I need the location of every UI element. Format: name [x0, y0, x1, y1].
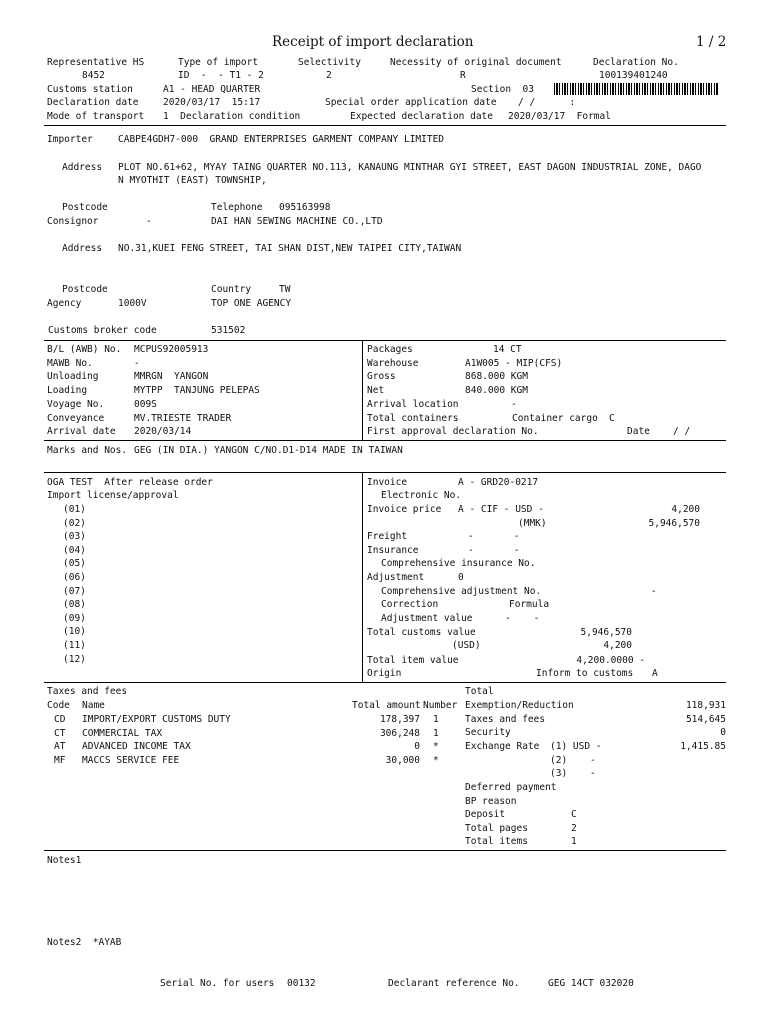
- import-license-label: Import license/approval: [47, 490, 179, 501]
- selectivity-value: 2: [326, 70, 332, 81]
- telephone-value: 095163998: [279, 202, 331, 213]
- tax-name: COMMERCIAL TAX: [82, 727, 163, 739]
- telephone-label: Telephone: [211, 202, 263, 213]
- invoice-price-label: Invoice price: [367, 504, 442, 515]
- serial-no-label: Serial No. for users: [160, 978, 275, 989]
- divider: [44, 125, 726, 126]
- total-containers-label: Total containers: [367, 413, 459, 424]
- origin-label: Origin: [367, 668, 402, 679]
- necessity-label: Necessity of original document: [390, 57, 562, 68]
- notes1: Notes1: [47, 855, 82, 866]
- taxes-label: Taxes and fees: [47, 686, 128, 697]
- transport-label: Conveyance: [47, 412, 105, 424]
- license-item: (05): [63, 558, 86, 570]
- consignor-label: Consignor: [47, 216, 99, 227]
- divider: [362, 472, 363, 682]
- electronic-no-label: Electronic No.: [381, 490, 462, 501]
- transport-label: Arrival date: [47, 426, 116, 438]
- declarant-ref-value: GEG 14CT 032020: [548, 978, 634, 989]
- total-amount-header: Total amount: [352, 700, 421, 711]
- transport-value: -: [134, 357, 140, 369]
- inform-customs-label: Inform to customs: [536, 668, 634, 679]
- transport-label: Loading: [47, 385, 88, 397]
- license-item: (12): [63, 653, 86, 665]
- net-value: 840.000 KGM: [465, 385, 528, 396]
- tax-number: *: [433, 754, 439, 766]
- invoice-price-terms: A - CIF - USD -: [458, 504, 544, 515]
- tax-number: *: [433, 741, 439, 753]
- importer-address-line1: PLOT NO.61+62, MYAY TAING QUARTER NO.113, KANAUNG MINTHAR GYI STREET, EAST DAGON INDUSTRIAL ZONE, DAGO: [118, 162, 702, 173]
- declaration-date-value: 2020/03/17 15:17: [163, 97, 261, 108]
- total-item-value-label: Total item value: [367, 655, 459, 666]
- marks-value: GEG (IN DIA.) YANGON C/NO.D1-D14 MADE IN TAIWAN: [134, 445, 403, 456]
- license-item: (09): [63, 612, 86, 624]
- packages-label: Packages: [367, 344, 413, 355]
- importer-postcode-label: Postcode: [62, 202, 108, 213]
- oga-line: OGA TEST After release order: [47, 477, 213, 488]
- total-customs-value-label: Total customs value: [367, 627, 476, 638]
- expected-date-value: 2020/03/17 Formal: [508, 111, 611, 122]
- freight-value: - -: [468, 531, 520, 542]
- invoice-label: Invoice: [367, 477, 408, 488]
- total-item-value: 4,200.0000 -: [576, 655, 645, 666]
- first-approval-date-value: / /: [673, 426, 691, 437]
- bp-reason-label: BP reason: [465, 796, 517, 807]
- necessity-value: R: [460, 70, 466, 81]
- tax-amount: 0: [414, 741, 420, 753]
- net-label: Net: [367, 385, 385, 396]
- agency-label: Agency: [47, 298, 82, 309]
- exemption-value: 118,931: [685, 700, 726, 711]
- deposit-label: Deposit: [465, 809, 506, 820]
- total-customs-value-usd: 4,200: [603, 640, 632, 651]
- customs-station-value: A1 - HEAD QUARTER: [163, 84, 261, 95]
- comprehensive-adjustment-label: Comprehensive adjustment No.: [381, 586, 542, 597]
- tax-code: AT: [54, 741, 66, 753]
- transport-value: MYTPP TANJUNG PELEPAS: [134, 385, 260, 397]
- adjustment-value: 0: [458, 572, 464, 583]
- invoice-value: A - GRD20-0217: [458, 477, 539, 488]
- declaration-date-label: Declaration date: [47, 97, 139, 108]
- consignor-address: NO.31,KUEI FENG STREET, TAI SHAN DIST,NEW TAIPEI CITY,TAIWAN: [118, 243, 462, 254]
- broker-code-value: 531502: [211, 325, 246, 336]
- total-pages-label: Total pages: [465, 823, 528, 834]
- inform-customs-value: A: [652, 668, 658, 679]
- total-items-value: 1: [571, 836, 577, 847]
- security-value: 0: [720, 727, 726, 738]
- deposit-value: C: [571, 809, 577, 820]
- agency-code: 1000V: [118, 298, 147, 309]
- marks-label: Marks and Nos.: [47, 445, 128, 456]
- mmk-label: (MMK): [518, 518, 547, 529]
- correction-value: Formula: [509, 599, 550, 610]
- transport-value: MV.TRIESTE TRADER: [134, 412, 232, 424]
- taxes-fees-value: 514,645: [685, 714, 726, 725]
- packages-value: 14 CT: [493, 344, 522, 355]
- container-cargo-value: C: [609, 413, 615, 424]
- transport-value: MMRGN YANGON: [134, 371, 209, 383]
- type-import-label: Type of import: [178, 57, 259, 68]
- security-label: Security: [465, 727, 511, 738]
- invoice-price-mmk: 5,946,570: [648, 518, 700, 529]
- serial-no-value: 00132: [287, 978, 316, 989]
- special-order-label: Special order application date: [325, 97, 497, 108]
- arrival-location-value: -: [511, 399, 517, 410]
- license-item: (03): [63, 531, 86, 543]
- license-item: (08): [63, 599, 86, 611]
- tax-amount: 178,397: [379, 714, 420, 725]
- page-title: Receipt of import declaration: [272, 34, 474, 50]
- total-label: Total: [465, 686, 494, 697]
- total-items-label: Total items: [465, 836, 528, 847]
- expected-date-label: Expected declaration date: [350, 111, 493, 122]
- adjustment-value-value: - -: [505, 613, 540, 624]
- country-value: TW: [279, 284, 291, 295]
- tax-number: 1: [433, 714, 439, 725]
- consignor-code: -: [146, 216, 152, 227]
- importer-label: Importer: [47, 134, 93, 145]
- exchange-rate-1-value: 1,415.85: [680, 741, 726, 752]
- freight-label: Freight: [367, 531, 408, 542]
- comprehensive-adjustment-value: -: [651, 586, 657, 597]
- consignor-postcode-label: Postcode: [62, 284, 108, 295]
- license-item: (11): [63, 640, 86, 651]
- tax-number: 1: [433, 727, 439, 739]
- tax-code: MF: [54, 754, 66, 766]
- gross-value: 868.000 KGM: [465, 371, 528, 382]
- exemption-label: Exemption/Reduction: [465, 700, 574, 711]
- comprehensive-insurance-label: Comprehensive insurance No.: [381, 558, 536, 569]
- usd-label: (USD): [452, 640, 481, 651]
- tax-code: CT: [54, 727, 66, 739]
- license-item: (07): [63, 585, 86, 597]
- license-item: (06): [63, 572, 86, 583]
- total-customs-value: 5,946,570: [580, 627, 632, 638]
- broker-code-label: Customs broker code: [48, 325, 157, 336]
- importer-address-line2: N MYOTHIT (EAST) TOWNSHIP,: [118, 175, 267, 186]
- page-number: 1 / 2: [696, 34, 727, 50]
- importer-value: CABPE4GDH7-000 GRAND ENTERPRISES GARMENT COMPANY LIMITED: [118, 134, 445, 145]
- country-label: Country: [211, 284, 252, 295]
- declaration-no-value: 100139401240: [599, 70, 668, 81]
- transport-value: 2020/03/14: [134, 426, 192, 438]
- total-pages-value: 2: [571, 823, 577, 834]
- container-cargo-label: Container cargo: [512, 413, 598, 424]
- notes2: Notes2 *AYAB: [47, 937, 122, 948]
- transport-label: B/L (AWB) No.: [47, 344, 122, 355]
- divider: [44, 340, 726, 341]
- tax-code: CD: [54, 714, 66, 725]
- number-header: Number: [423, 700, 458, 711]
- license-item: (02): [63, 517, 86, 529]
- divider: [44, 440, 726, 441]
- importer-address-label: Address: [62, 162, 103, 173]
- transport-value: MCPUS92005913: [134, 344, 209, 355]
- consignor-name: DAI HAN SEWING MACHINE CO.,LTD: [211, 216, 383, 227]
- exchange-rate-label: Exchange Rate: [465, 741, 540, 752]
- transport-label: Voyage No.: [47, 398, 105, 410]
- license-item: (10): [63, 626, 86, 638]
- insurance-label: Insurance: [367, 545, 419, 556]
- divider: [362, 340, 363, 440]
- mode-transport-value: 1 Declaration condition: [163, 111, 301, 122]
- correction-label: Correction: [381, 599, 439, 610]
- arrival-location-label: Arrival location: [367, 399, 459, 410]
- consignor-address-label: Address: [62, 243, 103, 254]
- selectivity-label: Selectivity: [298, 57, 361, 68]
- section-value: Section 03: [471, 84, 534, 95]
- declaration-no-label: Declaration No.: [593, 57, 679, 68]
- exchange-rate-1: (1) USD -: [550, 741, 602, 752]
- divider: [44, 472, 726, 473]
- adjustment-label: Adjustment: [367, 572, 425, 583]
- transport-value: 009S: [134, 398, 157, 410]
- declarant-ref-label: Declarant reference No.: [388, 978, 520, 989]
- agency-name: TOP ONE AGENCY: [211, 298, 292, 309]
- divider: [44, 850, 726, 851]
- exchange-rate-2: (2) -: [550, 755, 596, 766]
- tax-name: ADVANCED INCOME TAX: [82, 741, 191, 753]
- transport-label: Unloading: [47, 371, 99, 383]
- tax-amount: 30,000: [385, 754, 420, 766]
- deferred-payment-label: Deferred payment: [465, 782, 557, 793]
- tax-name: IMPORT/EXPORT CUSTOMS DUTY: [82, 714, 231, 725]
- warehouse-value: A1W005 - MIP(CFS): [465, 358, 563, 369]
- adjustment-value-label: Adjustment value: [381, 613, 473, 624]
- code-header: Code: [47, 700, 70, 711]
- type-import-value: ID - - T1 - 2: [178, 70, 264, 81]
- gross-label: Gross: [367, 371, 396, 382]
- license-item: (01): [63, 504, 86, 515]
- barcode: [554, 83, 718, 95]
- rep-hs-label: Representative HS: [47, 57, 145, 68]
- mode-transport-label: Mode of transport: [47, 111, 145, 122]
- invoice-price-usd: 4,200: [671, 504, 700, 515]
- rep-hs-value: 8452: [82, 70, 105, 81]
- tax-name: MACCS SERVICE FEE: [82, 754, 180, 766]
- divider: [44, 682, 726, 683]
- first-approval-date-label: Date: [627, 426, 650, 437]
- name-header: Name: [82, 700, 105, 711]
- license-item: (04): [63, 544, 86, 556]
- exchange-rate-3: (3) -: [550, 768, 596, 779]
- insurance-value: - -: [468, 545, 520, 556]
- customs-station-label: Customs station: [47, 84, 133, 95]
- taxes-fees-label: Taxes and fees: [465, 714, 546, 725]
- first-approval-label: First approval declaration No.: [367, 426, 539, 437]
- transport-label: MAWB No.: [47, 357, 93, 369]
- tax-amount: 306,248: [379, 727, 420, 739]
- special-order-value: / / :: [518, 97, 576, 108]
- warehouse-label: Warehouse: [367, 358, 419, 369]
